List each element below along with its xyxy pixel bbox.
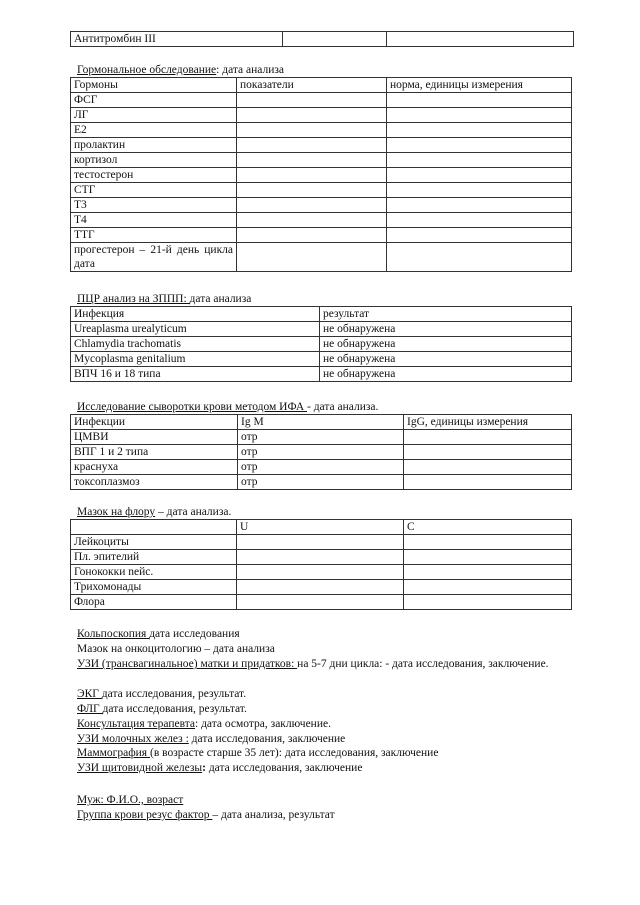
table-cell [387, 198, 572, 213]
table-cell: Гонококки neйс. [71, 565, 237, 580]
table-cell: Лейкоциты [71, 535, 237, 550]
flora-column-header: C [404, 520, 572, 535]
table-cell: ВПГ 1 и 2 типа [71, 445, 238, 460]
pcr-heading [77, 292, 251, 306]
mammography-line [77, 746, 438, 761]
table-cell: Chlamydia trachomatis [71, 337, 320, 352]
hormones-column-header: показатели [237, 78, 387, 93]
therapist-line [77, 717, 331, 732]
table-cell: не обнаружена [320, 337, 572, 352]
table-cell [237, 168, 387, 183]
table-cell: Флора [71, 595, 237, 610]
table-cell: СТГ [71, 183, 237, 198]
table-cell: ЦМВИ [71, 430, 238, 445]
flg-line [77, 702, 247, 717]
thyroid-ultrasound-title: УЗИ щитовидной железы [77, 762, 203, 774]
flora-column-header [71, 520, 237, 535]
antithrombin-label: Антитромбин III [71, 32, 283, 47]
breast-ultrasound-title: УЗИ молочных желез : [77, 733, 189, 745]
table-cell [237, 535, 404, 550]
ecg-line [77, 687, 246, 702]
table-cell [387, 32, 574, 47]
ifa-column-header: Ig M [238, 415, 404, 430]
table-cell [237, 228, 387, 243]
pcr-table [70, 306, 572, 382]
table-cell: ТТГ [71, 228, 237, 243]
thyroid-colon: : [202, 762, 206, 774]
hormones-table [70, 77, 572, 272]
antithrombin-table [70, 31, 574, 47]
table-cell [237, 595, 404, 610]
ifa-heading [77, 400, 378, 414]
hormones-column-header: Гормоны [71, 78, 237, 93]
table-cell: ЛГ [71, 108, 237, 123]
breast-ultrasound-line [77, 732, 345, 747]
table-cell [387, 228, 572, 243]
blood-group-line [77, 808, 335, 823]
table-cell [237, 138, 387, 153]
table-cell [237, 213, 387, 228]
pcr-heading-title: ПЦР анализ на ЗППП: [77, 293, 190, 305]
flora-heading-title: Мазок на флору [77, 506, 156, 518]
table-cell [237, 550, 404, 565]
pcr-heading-rest: дата анализа [189, 293, 252, 305]
table-cell [387, 168, 572, 183]
table-cell: не обнаружена [320, 367, 572, 382]
table-cell [404, 580, 572, 595]
table-cell: тестостерон [71, 168, 237, 183]
pelvic-ultrasound-line [77, 657, 602, 672]
table-cell [283, 32, 387, 47]
ifa-table [70, 414, 572, 490]
blood-group-text: – дата анализа, результат [212, 809, 335, 821]
table-cell [237, 93, 387, 108]
thyroid-ultrasound-text: дата исследования, заключение [205, 762, 363, 774]
table-cell [387, 138, 572, 153]
therapist-text: : дата осмотра, заключение. [195, 718, 331, 730]
ifa-column-header: IgG, единицы измерения [404, 415, 572, 430]
pelvic-ultrasound-title: УЗИ (трансвагинальное) матки и придатков: [77, 658, 298, 670]
table-cell [237, 565, 404, 580]
ifa-heading-title: Исследование сыворотки крови методом ИФА [77, 401, 307, 413]
hormones-heading-rest: : дата анализа [216, 64, 285, 76]
table-cell [237, 198, 387, 213]
husband-line: Муж: Ф.И.О., возраст [77, 794, 184, 806]
table-cell: отр [238, 460, 404, 475]
mammography-text: (в возрасте старше 35 лет): дата исследования, заключение [149, 747, 439, 759]
table-cell: Т3 [71, 198, 237, 213]
ecg-title: ЭКГ [77, 688, 102, 700]
ifa-column-header: Инфекции [71, 415, 238, 430]
table-cell: Пл. эпителий [71, 550, 237, 565]
table-row [71, 32, 574, 47]
hormones-heading [77, 63, 284, 77]
table-cell [387, 123, 572, 138]
table-cell: Mycoplasma genitalium [71, 352, 320, 367]
table-cell [404, 430, 572, 445]
table-cell [387, 108, 572, 123]
table-cell [387, 93, 572, 108]
table-cell [387, 183, 572, 198]
table-cell [237, 243, 387, 272]
table-cell: кортизол [71, 153, 237, 168]
table-cell: ВПЧ 16 и 18 типа [71, 367, 320, 382]
colposcopy-text: дата исследования [149, 628, 240, 640]
ecg-text: дата исследования, результат. [101, 688, 247, 700]
table-cell [387, 213, 572, 228]
table-cell: отр [238, 430, 404, 445]
flora-heading-rest: – дата анализа. [155, 506, 232, 518]
table-cell: Е2 [71, 123, 237, 138]
table-cell [237, 153, 387, 168]
table-cell [237, 108, 387, 123]
table-cell: не обнаружена [320, 322, 572, 337]
table-cell [404, 595, 572, 610]
oncocytology-line: Мазок на онкоцитологию – дата анализа [77, 643, 275, 655]
flora-column-header: U [237, 520, 404, 535]
table-cell: не обнаружена [320, 352, 572, 367]
table-cell: отр [238, 475, 404, 490]
colposcopy-line [77, 627, 240, 642]
breast-ultrasound-text: дата исследования, заключение [188, 733, 346, 745]
hormones-column-header: норма, единицы измерения [387, 78, 572, 93]
table-cell [404, 535, 572, 550]
table-cell [404, 550, 572, 565]
ifa-heading-rest: - дата анализа. [307, 401, 379, 413]
flora-table [70, 519, 572, 610]
table-cell [387, 243, 572, 272]
table-cell [404, 475, 572, 490]
table-cell [237, 123, 387, 138]
table-cell: ФСГ [71, 93, 237, 108]
flg-title: ФЛГ [77, 703, 103, 715]
table-cell [237, 183, 387, 198]
table-cell: Трихомонады [71, 580, 237, 595]
table-cell: Т4 [71, 213, 237, 228]
mammography-title: Маммография [77, 747, 150, 759]
blood-group-title: Группа крови резус фактор [77, 809, 213, 821]
thyroid-ultrasound-line [77, 761, 362, 776]
table-cell [404, 565, 572, 580]
table-cell: краснуха [71, 460, 238, 475]
table-cell [387, 153, 572, 168]
table-cell: пролактин [71, 138, 237, 153]
hormones-heading-title: Гормональное обследование [77, 64, 217, 76]
table-cell: Ureaplasma urealyticum [71, 322, 320, 337]
table-cell: прогестерон – 21-й день цикла дата [71, 243, 237, 272]
flora-heading [77, 505, 231, 519]
table-cell: токсоплазмоз [71, 475, 238, 490]
flg-text: дата исследования, результат. [102, 703, 247, 715]
table-cell [404, 445, 572, 460]
table-cell: отр [238, 445, 404, 460]
pcr-column-header: Инфекция [71, 307, 320, 322]
table-cell [404, 460, 572, 475]
pelvic-ultrasound-text: на 5-7 дни цикла: - дата исследования, заключение. [297, 658, 549, 670]
colposcopy-title: Кольпоскопия [77, 628, 150, 640]
therapist-title: Консультация терапевта [77, 718, 195, 730]
pcr-column-header: результат [320, 307, 572, 322]
table-cell [237, 580, 404, 595]
